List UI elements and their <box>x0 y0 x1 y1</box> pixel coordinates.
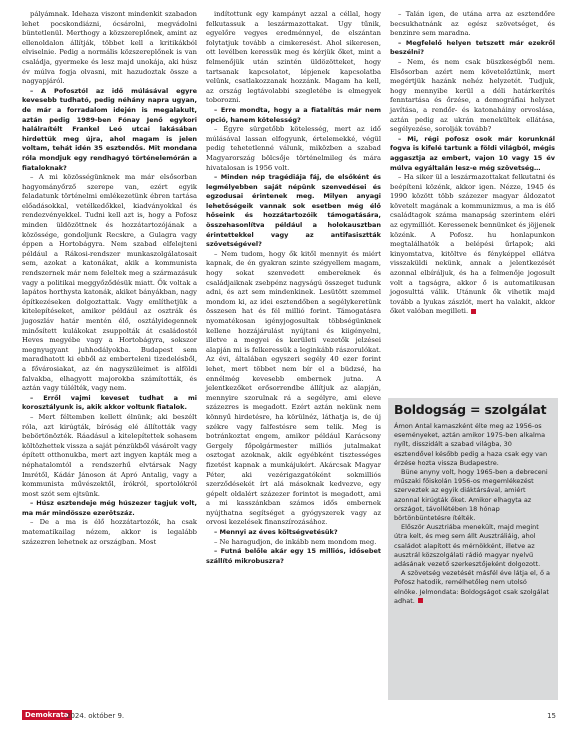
paragraph-text: – Ne haragudjon, de inkább nem mondom meg. <box>214 537 377 546</box>
article-paragraph <box>22 173 197 394</box>
paragraph-text: – Mi, régi pofosz osok már korunknál fogva is kifelé tartunk a földi világból, mégis aggasztja az embert, vajon 10 vagy 15 év múlva egyáltalán lesz-e még szövetség… <box>390 134 555 172</box>
paragraph-text: – Nem, és nem csak büszkeségből nem. Elsősorban azért nem követelőztünk, mert megértjük hazánk nehéz helyzetét. Tudjuk, hogy mennyibe kerül a déli határkerítés fenntartása és őrzése, a demográfiai helyzet javítása, a rendőr- és katonaháiny orvoslása, aztán pedig az ukrán menekültek ellátása, segélyezése, sorolják tovább? <box>390 57 555 134</box>
interview-question <box>22 499 197 518</box>
paragraph-text: – Ha siker ül a leszármazottakat felkutatni és beépíteni közénk, akkor igen. Nézze, 1945 és 1990 között több százezer magyar áldozatot követelt magának a kommunizmus, a ma is élő családtagok száma manapság szerintem eléri az egymilliót. Keressenek bennünket és jöjjenek közénk. A Pofosz. hu honlapunkon megtalálhatók a belépési űrlapok; aki kinyomtatva, kitöltve és fényképpel ellátva visszaküldi nekünk, annak a jelentkezését azonnal elbíráljuk, és ha a felmenője jogosult volt a tagságra, akkor ő is automatikusan jogosulttá válik. Utánunk ők vihetik majd tovább a lyukas zászlót, mert ha valakit, akkor őket valóban megilleti. <box>390 173 555 316</box>
paragraph-text: – A Pofosztól az idő múlásával egyre kevesebb tudható, pedig néhány napra ugyan, de már a forradalom idején is megalakult, aztán pedig 1989-ben Fónay Jenő egykori halálraítélt Frankel Leó utcai lakásában hirdettük meg újra, ahol magam is jelen voltam, tehát idén 35 esztendős. Mit mondana róla mondjuk egy rendhagyó történelemórán a fiataloknak? <box>22 86 197 172</box>
article-paragraph <box>390 10 555 39</box>
paragraph-text: indítottunk egy kampányt azzal a céllal, hogy felkutassuk a leszármazottakat. Ugy tűnik, egyelőre vegyes eredménnyel, de elszántan folytatjuk tovább a cimkeresést. Ahol sikeresen, ott levélben keressük meg és kérjük őket, mint a felmenőjük után szintén üldözötteket, hogy tartsanak kapcsolatot, lépjenek kapcsolatba velünk, csatlakozzanak hozzánk. Magam ha kell, az ország legtávolabbi szegletébe is elmegyek toborozni. <box>206 10 381 105</box>
article-paragraph <box>206 125 381 173</box>
paragraph-text: – Mert féltemben kellett élnünk; aki beszélt róla, azt kirúgták, bíróság elé állították vagy bebörtönözték. Ráadásul a kitelepítettek sohasem költözhettek vissza a saját pénzükből vásárolt vagy épített otthonukba, mert azt ingyen kapták meg a néphatalomtól a rendszerhű elvtársak Nagy Imrétől, Kádár Jánoson át Apró Antalig, vagy a kommunista művészektől, írókról, sportolókról most szót sem ejtsünk. <box>22 412 197 498</box>
article-paragraph <box>206 250 381 528</box>
interview-question <box>390 135 555 173</box>
page-footer <box>22 710 556 724</box>
sidebar-paragraph: Először Ausztriába menekült, majd megint útra kelt, és meg sem állt Ausztráliáig, ahol családot alapított és mérnökként, illetve az ausztrál közszolgálati rádió magyar nyelvű adásának vezető szerkesztőjeként dolgozott. <box>394 523 541 569</box>
publication-logo: Demokrata <box>22 710 72 720</box>
article-paragraph <box>22 413 197 499</box>
paragraph-text: – Megfelelő helyen tetszett már ezekről beszélni? <box>390 38 555 57</box>
interview-question <box>22 87 197 173</box>
article-paragraph <box>390 173 555 317</box>
article-column-3 <box>390 10 555 317</box>
paragraph-text: – De a ma is élő hozzátartozók, ha csak matematikailag nézem, akkor is legalább százezren lehetnek az országban. Most <box>22 518 197 546</box>
paragraph-text: – Húsz esztendeje még húszezer tagjuk volt, ma már mindössze ezerötszáz. <box>22 499 197 517</box>
paragraph-text: pályámnak. Idehaza viszont mindenkit szabadon lehet pocskondiázni, ócsárolni, megvádolni büntetlenül. Merthogy a közszereplőnek, amint az ellenoldalon állítják, többet kell a kritikákból elviselnie. Pedig a normális közszereplőnek is van családja, gyermeke és lesz majd unokája, aki húsz év múlva fogja olvasni, mit hazudoztak össze a nagyapjáról. <box>22 10 197 86</box>
article-paragraph <box>22 10 197 87</box>
end-mark-icon <box>418 598 423 603</box>
paragraph-text: – Futná belőle akár egy 15 milliós, idősebet szállító mikrobuszra? <box>206 547 381 565</box>
interview-question <box>206 528 381 538</box>
sidebar-body <box>394 422 552 606</box>
interview-question <box>390 39 555 58</box>
interview-question <box>206 106 381 125</box>
sidebar-paragraph: Büne anyny volt, hogy 1965-ben a debreceni műszaki főiskolán 1956-os megemlékezést szerveztek az egyik diáktársával, amiért azonnal kirúgták őket. Amikor elhagyta az országot, távollétében 18 hónap börtönbüntetésre ítélték. <box>394 468 548 523</box>
paragraph-text: – Minden nép tragédiája fáj, de elsőként és legmélyebben saját népünk szenvedései és egzodusai érintenek meg. Milyen anyagi lehetőségeik vannak sok esetben még élő hőseink és hozzátartozóik támogatására, összehasonlítva például a holokausztban érintettekkel vagy az antifasisztták szövetségével? <box>206 173 381 249</box>
page-number: 15 <box>547 712 556 720</box>
article-paragraph <box>206 538 381 548</box>
article-paragraph <box>206 10 381 106</box>
end-mark-icon <box>471 309 476 314</box>
issue-date: 2024. október 9. <box>66 712 125 720</box>
paragraph-text: – Erről vajmi keveset tudhat a mi korosztályunk is, akik akkor voltunk fiatalok. <box>22 393 197 412</box>
interview-question <box>206 547 381 566</box>
paragraph-text: – Nem tudom, hogy ők kitől mennyit és miért kapnak, de én gyakran szinte szégyellem magam, hogy sokat szenvedett embereknek és családjaiknak zsebpénz nagyságú összeget tudunk adni, és azt sem mindenkinek. Lesütött szemmel mondom ki, az idei esztendőben a segélykeretünk összesen hat és fél millió forint. Támogatásra nyomatékosan igényjogosultak többségünknek kellene hozzájárulást nyújtani és kiigényelni, illetve a megyei és kerületi vezetők jelzései alapján mi is felkeressük a leginkább rászorulókat. Az évi, általában egyszeri segély 40 ezer forint lehet, mert többet nem bír el a büdzsé, ha ennélmég kevesebb embernek jutna. A jelentkezőket erősorrendbe állítjuk az alapján, mennyire szorulnak rá a segélyre, ami eleve százezres is megadott. Ezért aztán nekünk nem könnyű hirdetésre, ha körülnéz, láthatja is, de új székre vagy falfestésre sem telik. Meg is botránkoztat engem, amikor például Karácsony Gergely főpolgármester milliós jutalmakat osztogat azoknak, akik egyébként tisztességes fizetést kapnak a munkájukért. Akárcsak Magyar Péter, aki vezérigazgatóként sokmilliós szerződésekét írt alá másoknak kedvezve, egy gépelt oldalért százezer forintot is megadott, ami a mi kasszánkban számos idős embernek nyújthatna segítséget a gyógyszerek vagy az orvosi kezelések finanszírozásához. <box>206 249 381 527</box>
paragraph-text: – Égyre sürgetőbb kötelesség, mert az idő múlásával lassan elfogyunk, értelemekké, végül pedig tehetetlenné válunk, miközben a szabad Magyarország bölcsője történelmileg és mára hivatalosan is 1956 volt. <box>206 125 381 172</box>
sidebar-box <box>388 398 558 700</box>
interview-question <box>22 394 197 413</box>
sidebar-title: Boldogság = szolgálat <box>394 402 547 417</box>
sidebar-paragraph <box>394 569 552 606</box>
article-paragraph <box>22 518 197 547</box>
article-paragraph <box>390 58 555 135</box>
sidebar-paragraph-text: A szövetség vezetését másfél éve látja el, ő a Pofosz hatodik, remélhetőleg nem utolsó elnöke. Jelmondata: Boldogságot csak szolgálat adhat. <box>394 569 550 605</box>
paragraph-text: – A mi közösségünknek ma már elsősorban hagyományőrző szerepe van, ezért egyik feladatunk történelmi emlékezetünk ébren tartása előadásokkal, vetélkedőkkel, kiadványokkal és rendezvényekkel. Tudni kell azt is, hogy a Pofosz minden üldözöttnek és hozzátartozójának a közössége, gondoljunk Recskre, a Gulagra vagy éppen a Hortobágyra. Nem szabad elfelejteni például a Rákosi-rendszer munkaszolgálatosait sem, azokat a katonákat, akik a kommunista rendszernek már nem feleltek meg a származásuk vagy a politikai meggyőződésük miatt. Ők voltak a lapátos horthysta katonák, akiket bányákban, nagy építkezéseken dolgoztattak. Vagy említhetjük a kitelepítéseket, amikor például az osztrák és jugoszláv határ mentén élő, osztályidegennek minősített kulákokat zsuppolták át családostól Heves megyébe vagy a Hortobágyra, sokszor megnyugyant juhhodályokba. Budapest sem maradhatott ki ebből az emberteleni tizedelésből, a fővárosiakat, az én nagyszüleimet is alföldi falvakba, elhagyott majorokba számították, és aztán vagy túlélték, vagy nem. <box>22 173 197 393</box>
article-column-2 <box>206 10 381 566</box>
paragraph-text: – Talán igen, de utána arra az esztendőre becsukhatnánk az egész szövetséget, és benzinre sem maradna. <box>390 10 555 38</box>
sidebar-paragraph: Ámon Antal kamaszként élte meg az 1956-os eseményeket, aztán amikor 1975-ben alkalma nyílt, disszidált a szabad világba, 30 esztendővel később pedig a haza csak egy van érzése hozta vissza Budapestre. <box>394 422 548 467</box>
interview-question <box>206 173 381 250</box>
paragraph-text: – Erre mondta, hogy a a fiatalítás már nem opció, hanem kötelesség? <box>206 105 381 124</box>
paragraph-text: – Mennyi az éves költségvetésük? <box>214 528 338 537</box>
article-column-1 <box>22 10 197 547</box>
